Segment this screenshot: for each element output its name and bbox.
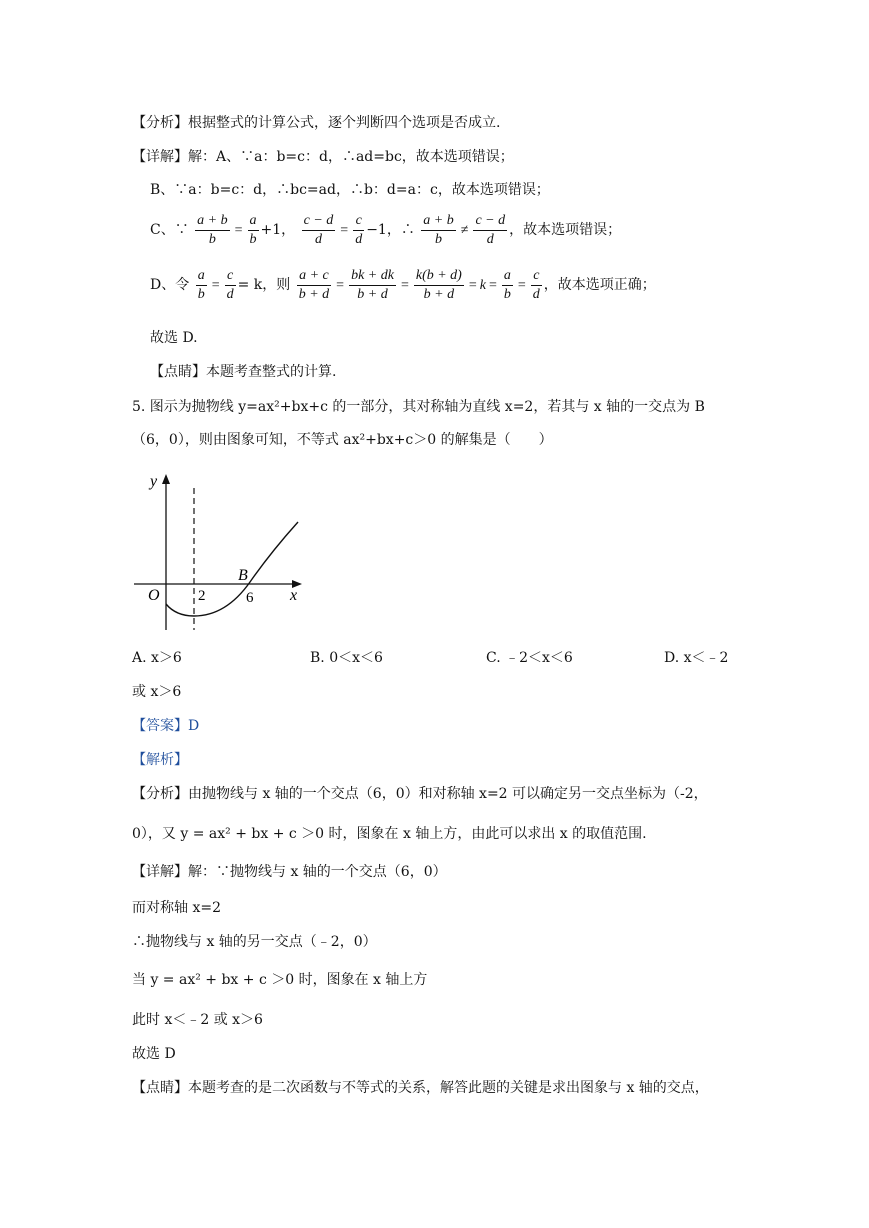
point-b-label: B bbox=[238, 567, 248, 584]
comment-1: 【点睛】本题考查整式的计算. bbox=[150, 364, 337, 380]
origin-label: O bbox=[148, 587, 160, 604]
fraction-cmd-over-d: $\frac{c - d}{d}$ bbox=[303, 212, 334, 247]
detail-1-b: B、∵a：b=c：d，∴bc=ad，∴b：d=a：c，故本选项错误； bbox=[150, 182, 550, 198]
fraction-c-over-d-d: $\frac{c}{d}$ bbox=[226, 267, 234, 302]
tick-label-6: 6 bbox=[246, 590, 254, 606]
detail-1-a bbox=[132, 147, 514, 167]
detail-2-line-1: 【详解】解：∵抛物线与 x 轴的一个交点（6，0） bbox=[132, 864, 447, 880]
y-axis-arrow bbox=[162, 474, 170, 484]
fraction-a-over-b-d2: $\frac{a}{b}$ bbox=[503, 267, 511, 302]
fraction-bkdk-over-bpd: $\frac{bk + dk}{b + d}$ bbox=[351, 267, 394, 302]
detail-2-line-4: 当 y = ax² + bx + c ＞0 时，图象在 x 轴上方 bbox=[132, 972, 428, 988]
question-5-line-2: （6，0），则由图象可知，不等式 ax²+bx+c＞0 的解集是（ ） bbox=[132, 432, 553, 448]
y-axis-label: y bbox=[150, 473, 158, 490]
fraction-a-over-b: $\frac{a}{b}$ bbox=[249, 212, 257, 247]
option-b[interactable]: B. 0＜x＜6 bbox=[310, 650, 383, 666]
x-axis-label: x bbox=[290, 587, 298, 604]
option-a-reasoning: A、∵a：b=c：d，∴ad=bc，故本选项错误； bbox=[216, 149, 514, 165]
fraction-apb-over-b: $\frac{a + b}{b}$ bbox=[197, 212, 228, 247]
fraction-apc-over-bpd: $\frac{a + c}{b + d}$ bbox=[298, 267, 330, 302]
analysis-2-line-2: 0），又 y = ax² + bx + c ＞0 时，图象在 x 轴上方，由此可以求出 x 的取值范围. bbox=[132, 826, 647, 842]
detail-1-d: D、令 $\frac{a}{b}$ = $\frac{c}{d}$ = k，则 $\frac{a + c}{b + d}$ = $\frac{bk + dk}{b + d}$ = $\frac{k(b + d)}{b + d}$ = k = $\frac{a}{b}$ = $\frac{c}{d}$ ，故本选项正确； bbox=[150, 267, 656, 302]
parse-label: 【解析】 bbox=[132, 752, 188, 768]
choose-1: 故选 D. bbox=[150, 330, 198, 346]
detail-1-c: C、∵ $\frac{a + b}{b}$ = $\frac{a}{b}$ +1， $\frac{c - d}{d}$ = $\frac{c}{d}$ −1，∴ $\frac{a + b}{b}$ ≠ $\frac{c - d}{d}$ ，故本选项错误； bbox=[150, 212, 622, 247]
fraction-c-over-d: $\frac{c}{d}$ bbox=[355, 212, 363, 247]
analysis-2-line-1: 【分析】由抛物线与 x 轴的一个交点（6，0）和对称轴 x=2 可以确定另一交点坐标为（-2， bbox=[132, 786, 708, 802]
option-d[interactable]: D. x＜﹣2 bbox=[664, 650, 729, 666]
k-symbol: k bbox=[479, 278, 486, 293]
fraction-a-over-b-d: $\frac{a}{b}$ bbox=[197, 267, 205, 302]
analysis-1: 【分析】根据整式的计算公式，逐个判断四个选项是否成立. bbox=[132, 115, 501, 131]
detail-lead: 【详解】解： bbox=[132, 149, 216, 165]
fraction-kbd-over-bpd: $\frac{k(b + d)}{b + d}$ bbox=[415, 267, 462, 302]
answer-label: 【答案】D bbox=[132, 718, 200, 734]
detail-2-line-6: 故选 D bbox=[132, 1046, 176, 1062]
option-a[interactable]: A. x＞6 bbox=[132, 650, 182, 666]
detail-2-line-5: 此时 x＜﹣2 或 x＞6 bbox=[132, 1012, 263, 1028]
tick-label-2: 2 bbox=[198, 588, 206, 604]
fraction-apb-over-b-2: $\frac{a + b}{b}$ bbox=[423, 212, 454, 247]
parabola-graph bbox=[126, 470, 316, 635]
fraction-c-over-d-d2: $\frac{c}{d}$ bbox=[532, 267, 540, 302]
parabola-curve bbox=[166, 522, 298, 616]
fraction-cmd-over-d-2: $\frac{c - d}{d}$ bbox=[475, 212, 506, 247]
option-d-continued: 或 x＞6 bbox=[132, 684, 182, 700]
question-5-line-1: 5. 图示为抛物线 y=ax²+bx+c 的一部分，其对称轴为直线 x=2，若其与 x 轴的一交点为 B bbox=[132, 399, 705, 415]
detail-2-line-2: 而对称轴 x=2 bbox=[132, 900, 221, 916]
comment-2: 【点睛】本题考查的是二次函数与不等式的关系，解答此题的关键是求出图象与 x 轴的交点， bbox=[132, 1080, 709, 1096]
option-c[interactable]: C. ﹣2＜x＜6 bbox=[486, 650, 573, 666]
detail-2-line-3: ∴抛物线与 x 轴的另一交点（﹣2，0） bbox=[132, 934, 377, 950]
